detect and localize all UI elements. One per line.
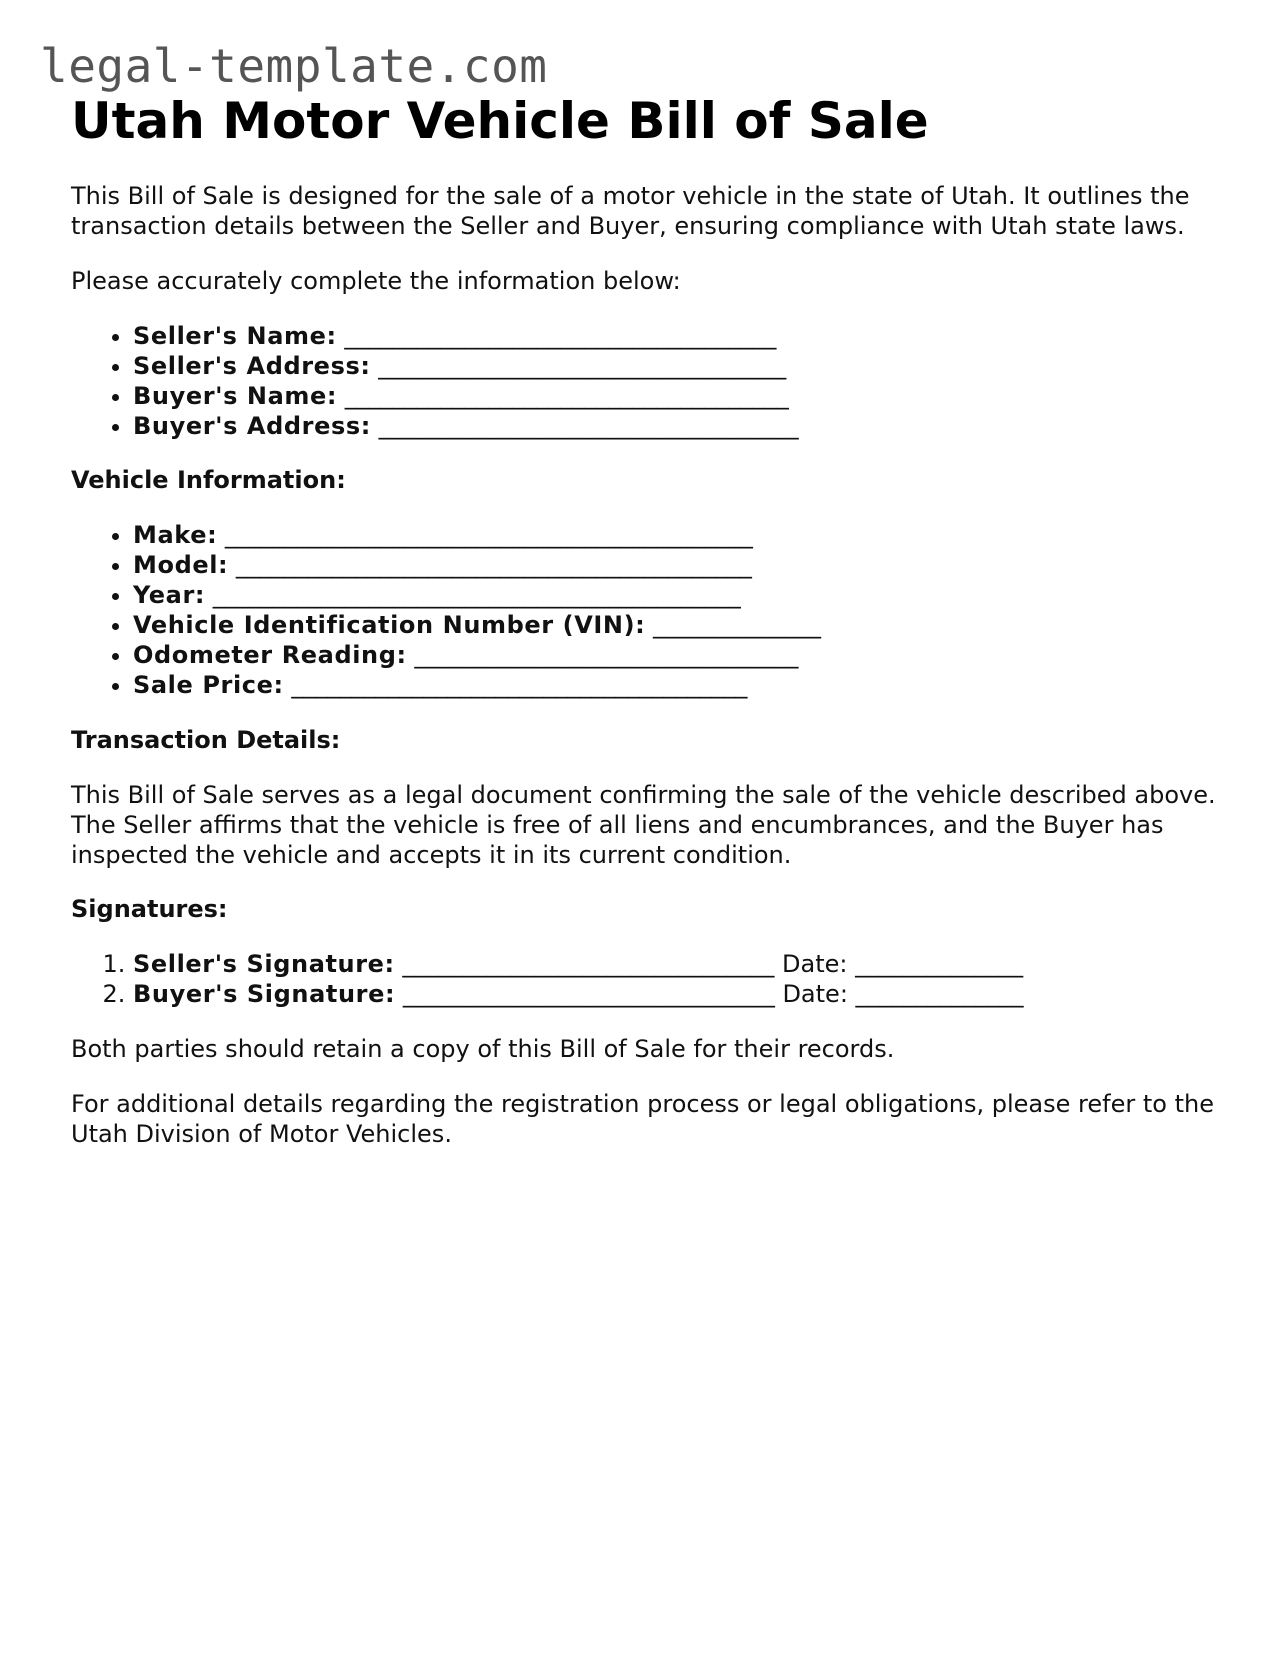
list-item (133, 381, 1221, 411)
seller-date-label: Date: (782, 950, 848, 978)
buyer-date-label: Date: (782, 980, 848, 1008)
transaction-details-paragraph: This Bill of Sale serves as a legal document confirming the sale of the vehicle described above. The Seller affirms that the vehicle is free of all liens and encumbrances, and the Buyer has inspected the vehicle and accepts it in its current condition. (71, 781, 1216, 869)
model-blank: ___________________________________________ (235, 551, 752, 579)
buyer-address-label: Buyer's Address: (133, 412, 371, 440)
seller-signature-label: Seller's Signature: (133, 950, 395, 978)
year-label: Year: (133, 581, 206, 609)
seller-signature-blank: _______________________________ (402, 950, 775, 978)
watermark-text: legal-template.com (40, 39, 548, 93)
list-item (133, 580, 1221, 610)
make-label: Make: (133, 521, 218, 549)
buyer-name-label: Buyer's Name: (133, 382, 338, 410)
sale-price-blank: ______________________________________ (291, 671, 748, 699)
sale-price-label: Sale Price: (133, 671, 284, 699)
seller-name-blank: ____________________________________ (344, 322, 777, 350)
list-item (133, 640, 1221, 670)
document-title: Utah Motor Vehicle Bill of Sale (71, 92, 929, 150)
signatures-list (71, 949, 1221, 1009)
odometer-blank: ________________________________ (414, 641, 799, 669)
vin-label: Vehicle Identification Number (VIN): (133, 611, 646, 639)
buyer-address-blank: ___________________________________ (378, 412, 799, 440)
vehicle-fields-list (71, 520, 1221, 700)
model-label: Model: (133, 551, 229, 579)
signatures-heading: Signatures: (71, 895, 228, 923)
buyer-name-blank: _____________________________________ (344, 382, 789, 410)
list-item (133, 351, 1221, 381)
vin-blank: ______________ (653, 611, 822, 639)
year-blank: ____________________________________________ (212, 581, 741, 609)
odometer-label: Odometer Reading: (133, 641, 407, 669)
list-item (133, 321, 1221, 351)
list-item (133, 949, 1221, 979)
vehicle-information-heading: Vehicle Information: (71, 466, 346, 494)
seller-address-blank: __________________________________ (378, 352, 787, 380)
seller-name-label: Seller's Name: (133, 322, 337, 350)
list-item (133, 411, 1221, 441)
buyer-signature-label: Buyer's Signature: (133, 980, 396, 1008)
seller-date-blank: ______________ (855, 950, 1024, 978)
list-item (133, 550, 1221, 580)
dmv-reference-note: For additional details regarding the registration process or legal obligations, please refer to the Utah Division of Motor Vehicles. (71, 1090, 1214, 1148)
seller-address-label: Seller's Address: (133, 352, 371, 380)
intro-paragraph: This Bill of Sale is designed for the sale of a motor vehicle in the state of Utah. It outlines the transaction details between the Seller and Buyer, ensuring compliance with Utah state laws. (71, 182, 1190, 240)
list-item (133, 610, 1221, 640)
transaction-details-heading: Transaction Details: (71, 726, 341, 754)
buyer-signature-blank: _______________________________ (402, 980, 775, 1008)
list-item (133, 979, 1221, 1009)
list-item (133, 670, 1221, 700)
retain-copy-note: Both parties should retain a copy of this Bill of Sale for their records. (71, 1035, 895, 1063)
parties-list (71, 321, 1221, 441)
document-body (71, 88, 1221, 1149)
buyer-date-blank: ______________ (855, 980, 1024, 1008)
list-item (133, 520, 1221, 550)
make-blank: ____________________________________________ (224, 521, 753, 549)
instruction-text: Please accurately complete the information below: (71, 267, 681, 295)
